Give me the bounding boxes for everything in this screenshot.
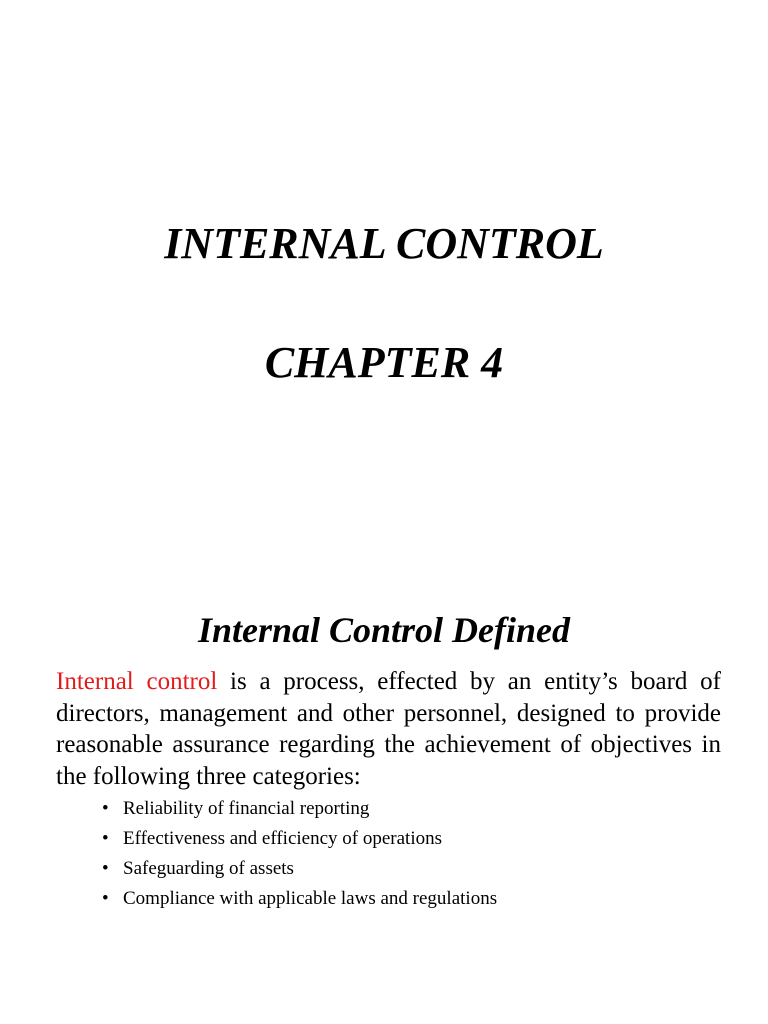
list-item-text: Reliability of financial reporting bbox=[123, 798, 370, 819]
definition-text: is a process, effected by an entity’s board of directors, management and other personnel, designed to provide reasonable assurance regarding the achievement of objectives in the following three categories: bbox=[56, 668, 721, 790]
list-item-text: Effectiveness and efficiency of operations bbox=[123, 828, 443, 849]
bullet-icon: • bbox=[102, 798, 109, 819]
list-item bbox=[102, 824, 722, 854]
list-item bbox=[102, 854, 722, 884]
chapter-label: CHAPTER 4 bbox=[264, 338, 504, 387]
slide-title: INTERNAL CONTROL bbox=[164, 219, 604, 268]
definition-slide bbox=[0, 512, 768, 1024]
section-heading: Internal Control Defined bbox=[197, 610, 571, 650]
bullet-icon: • bbox=[102, 858, 109, 879]
list-item bbox=[102, 794, 722, 824]
definition-paragraph bbox=[56, 666, 721, 792]
highlighted-term: Internal control bbox=[56, 668, 218, 695]
list-item-text: Safeguarding of assets bbox=[123, 858, 294, 879]
list-item bbox=[102, 884, 722, 914]
bullet-icon: • bbox=[102, 888, 109, 909]
list-item-text: Compliance with applicable laws and regulations bbox=[123, 888, 498, 909]
objective-list bbox=[102, 794, 722, 914]
bullet-icon: • bbox=[102, 828, 109, 849]
